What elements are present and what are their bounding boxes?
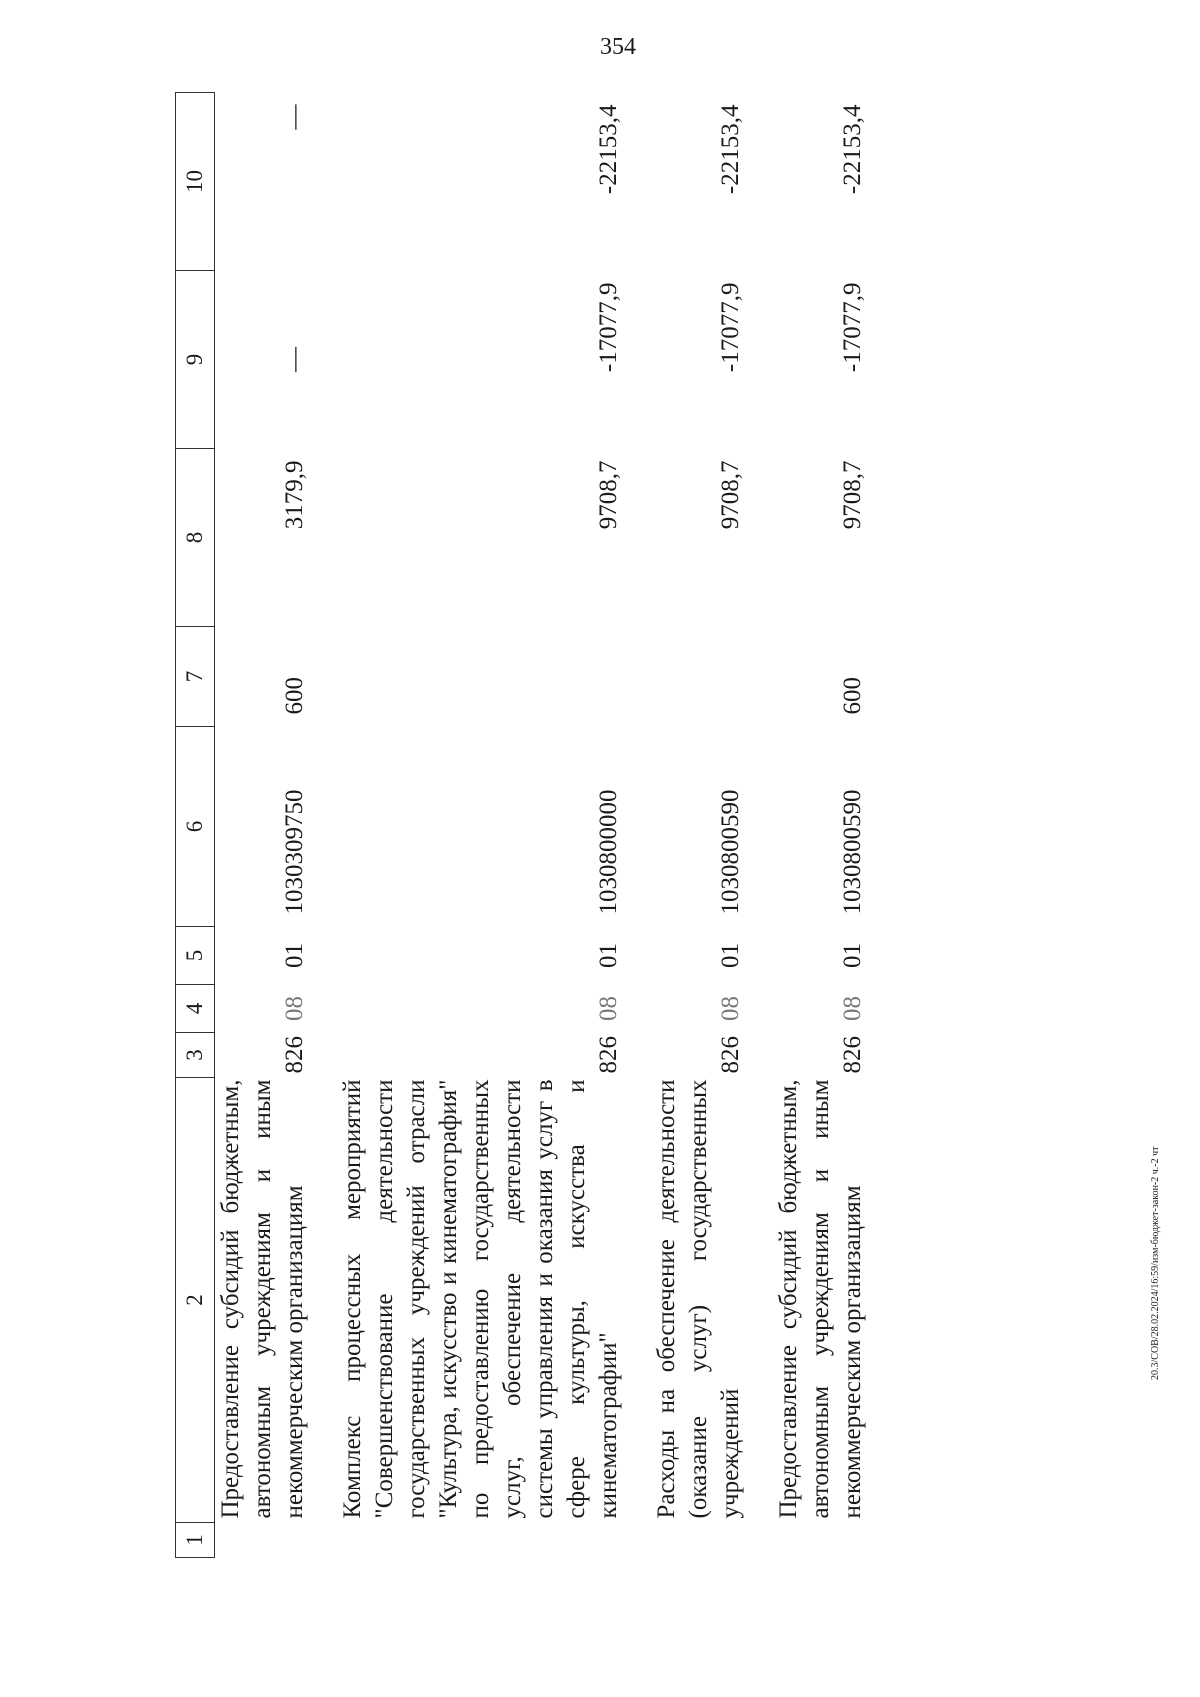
header-col-8: 8	[176, 449, 215, 627]
row-col-5: 01	[595, 943, 622, 968]
row-col-10: -22153,4	[717, 104, 744, 195]
row-col-9: —	[281, 347, 308, 372]
row-col-8: 9708,7	[595, 460, 622, 530]
row-col-6: 1030800590	[717, 789, 744, 915]
row-col-4: 08	[717, 996, 744, 1021]
row-col-9: -17077,9	[595, 282, 622, 373]
table-row	[215, 93, 312, 1558]
row-col-10: -22153,4	[595, 104, 622, 195]
row-col-7	[651, 627, 747, 727]
row-col-5: 01	[717, 943, 744, 968]
row-col-4: 08	[595, 996, 622, 1021]
row-col-8: 9708,7	[717, 460, 744, 530]
row-col-3: 826	[839, 1036, 866, 1074]
table-row	[773, 93, 869, 1558]
table-row	[337, 93, 625, 1558]
row-name: Предоставление субсидий бюджетным, автономным учреждениям и иным некоммерческим организациям	[217, 1079, 308, 1519]
header-col-5: 5	[176, 927, 215, 985]
row-col-5: 01	[839, 943, 866, 968]
table-row	[651, 93, 747, 1558]
document-footer-code: 20.3/СОВ/28.02.2024/16:59/изм-бюджет-закон-2 ч.-2 чт	[1150, 1146, 1161, 1380]
header-col-6: 6	[176, 727, 215, 927]
row-col-4: 08	[281, 996, 308, 1021]
budget-table	[175, 92, 869, 1558]
header-col-9: 9	[176, 271, 215, 449]
row-col-7: 600	[281, 677, 308, 715]
row-col-3: 826	[717, 1036, 744, 1074]
row-col-10: —	[281, 104, 308, 130]
row-col-7	[337, 627, 625, 727]
row-col-6: 1030800000	[595, 789, 622, 915]
row-col-9: -17077,9	[717, 282, 744, 373]
row-col-3: 826	[281, 1036, 308, 1074]
table-header-row	[176, 93, 215, 1558]
rotated-table-frame	[175, 93, 1145, 1558]
row-col-7: 600	[839, 677, 866, 715]
header-col-3: 3	[176, 1033, 215, 1078]
header-col-1: 1	[176, 1523, 215, 1558]
row-col-3: 826	[595, 1036, 622, 1074]
row-name: Комплекс процессных мероприятий "Совершенствование деятельности государственных учреждений отрасли "Культура, искусство и кинематография" по предоставлению государственных услуг, обеспечение деятельности системы управления и оказания услуг в сфере культуры, искусства и кинематографии"	[339, 1079, 622, 1519]
header-col-4: 4	[176, 985, 215, 1033]
header-col-7: 7	[176, 627, 215, 727]
row-col-4: 08	[839, 996, 866, 1021]
row-col-6: 1030309750	[281, 789, 308, 915]
row-col-9: -17077,9	[839, 282, 866, 373]
page-number: 354	[600, 34, 636, 60]
row-name: Предоставление субсидий бюджетным, автономным учреждениям и иным некоммерческим организациям	[775, 1079, 866, 1519]
row-col-8: 9708,7	[839, 460, 866, 530]
header-col-10: 10	[176, 93, 215, 271]
header-col-2: 2	[176, 1078, 215, 1523]
row-col-6: 1030800590	[839, 789, 866, 915]
row-col-5: 01	[281, 943, 308, 968]
row-col-8: 3179,9	[281, 460, 308, 530]
row-name: Расходы на обеспечение деятельности (оказание услуг) государственных учреждений	[653, 1079, 744, 1519]
row-col-10: -22153,4	[839, 104, 866, 195]
